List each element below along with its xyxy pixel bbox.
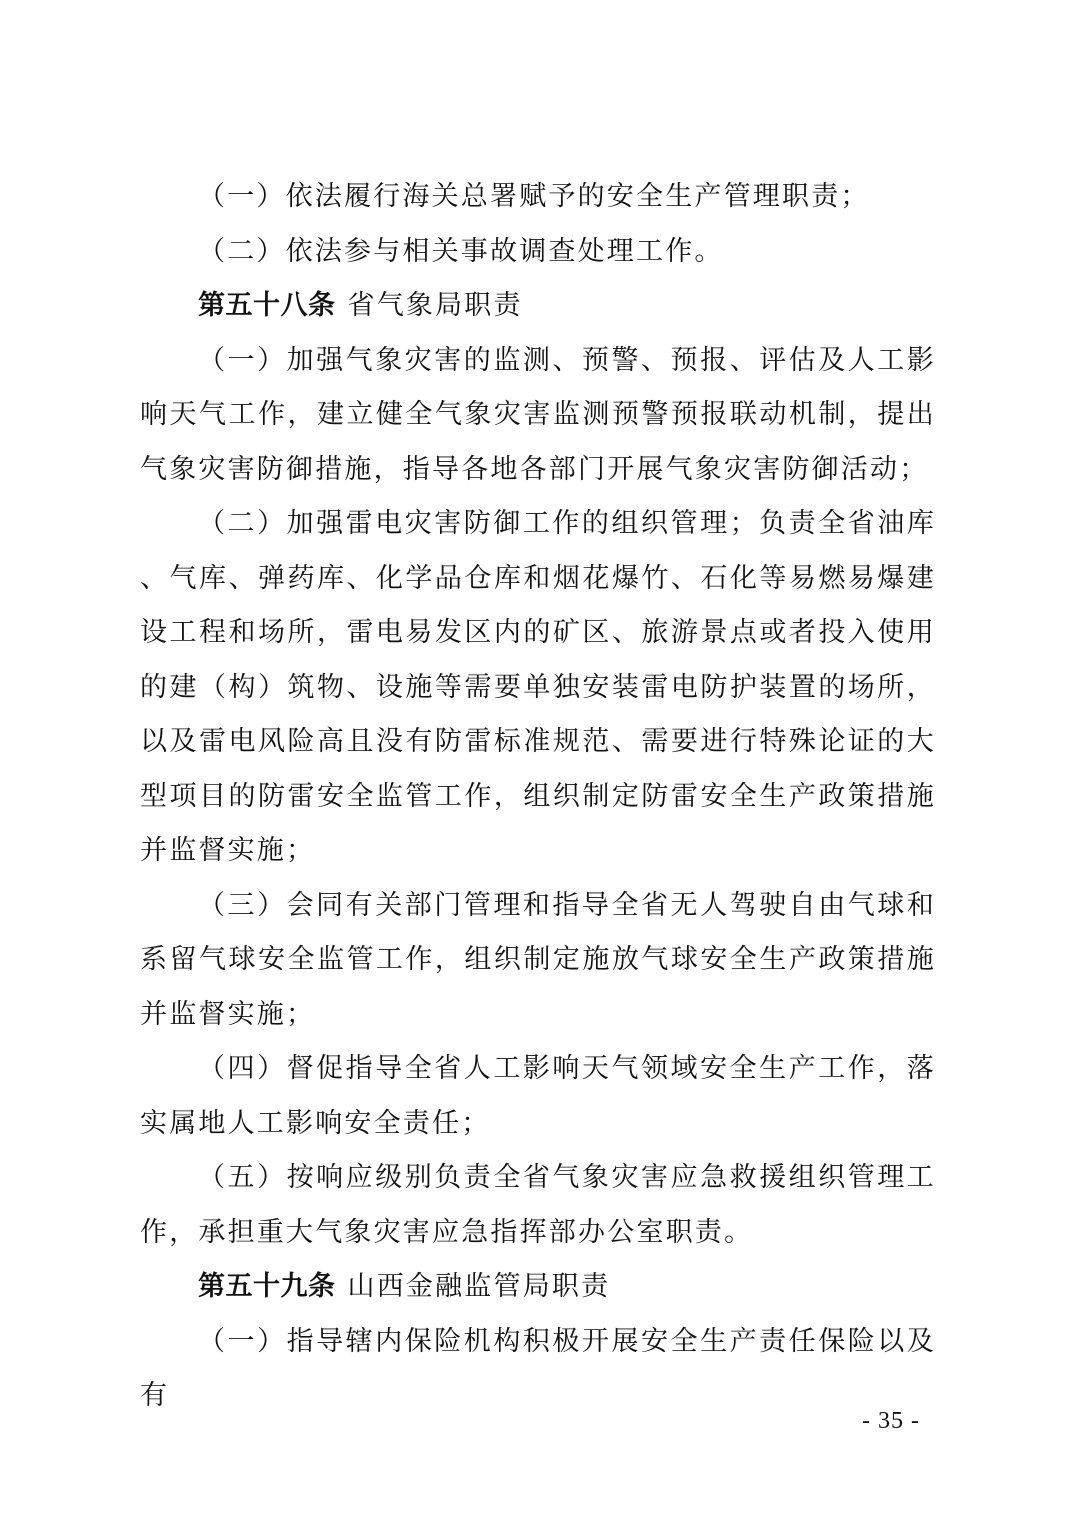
- article-number: 第五十九条: [198, 1271, 336, 1302]
- article-heading: [140, 279, 936, 334]
- paragraph: （三）会同有关部门管理和指导全省无人驾驶自由气球和系留气球安全监管工作，组织制定施放气球安全生产政策措施并监督实施；: [140, 889, 936, 1030]
- page-number: - 35 -: [862, 1408, 920, 1434]
- article-title: 省气象局职责: [347, 290, 523, 321]
- paragraph: （一）依法履行海关总署赋予的安全生产管理职责；: [198, 181, 870, 212]
- paragraph: （二）加强雷电灾害防御工作的组织管理；负责全省油库、气库、弹药库、化学品仓库和烟花爆竹、石化等易燃易爆建设工程和场所，雷电易发区内的矿区、旅游景点或者投入使用的建（构）筑物、设施等需要单独安装雷电防护装置的场所，以及雷电风险高且没有防雷标准规范、需要进行特殊论证的大型项目的防雷安全监管工作，组织制定防雷安全生产政策措施并监督实施；: [140, 508, 936, 866]
- article-number: 第五十八条: [198, 290, 336, 321]
- article-title: 山西金融监管局职责: [347, 1271, 611, 1302]
- paragraph: （二）依法参与相关事故调查处理工作。: [198, 235, 724, 267]
- article-heading: [140, 1260, 936, 1315]
- paragraph: （五）按响应级别负责全省气象灾害应急救援组织管理工作，承担重大气象灾害应急指挥部办公室职责。: [140, 1162, 936, 1248]
- paragraph: （四）督促指导全省人工影响天气领域安全生产工作，落实属地人工影响安全责任；: [140, 1053, 936, 1139]
- document-body: [140, 170, 936, 1424]
- paragraph: （一）加强气象灾害的监测、预警、预报、评估及人工影响天气工作，建立健全气象灾害监测预警预报联动机制，提出气象灾害防御措施，指导各地各部门开展气象灾害防御活动；: [140, 344, 936, 485]
- paragraph: （一）指导辖内保险机构积极开展安全生产责任保险以及有: [140, 1325, 936, 1411]
